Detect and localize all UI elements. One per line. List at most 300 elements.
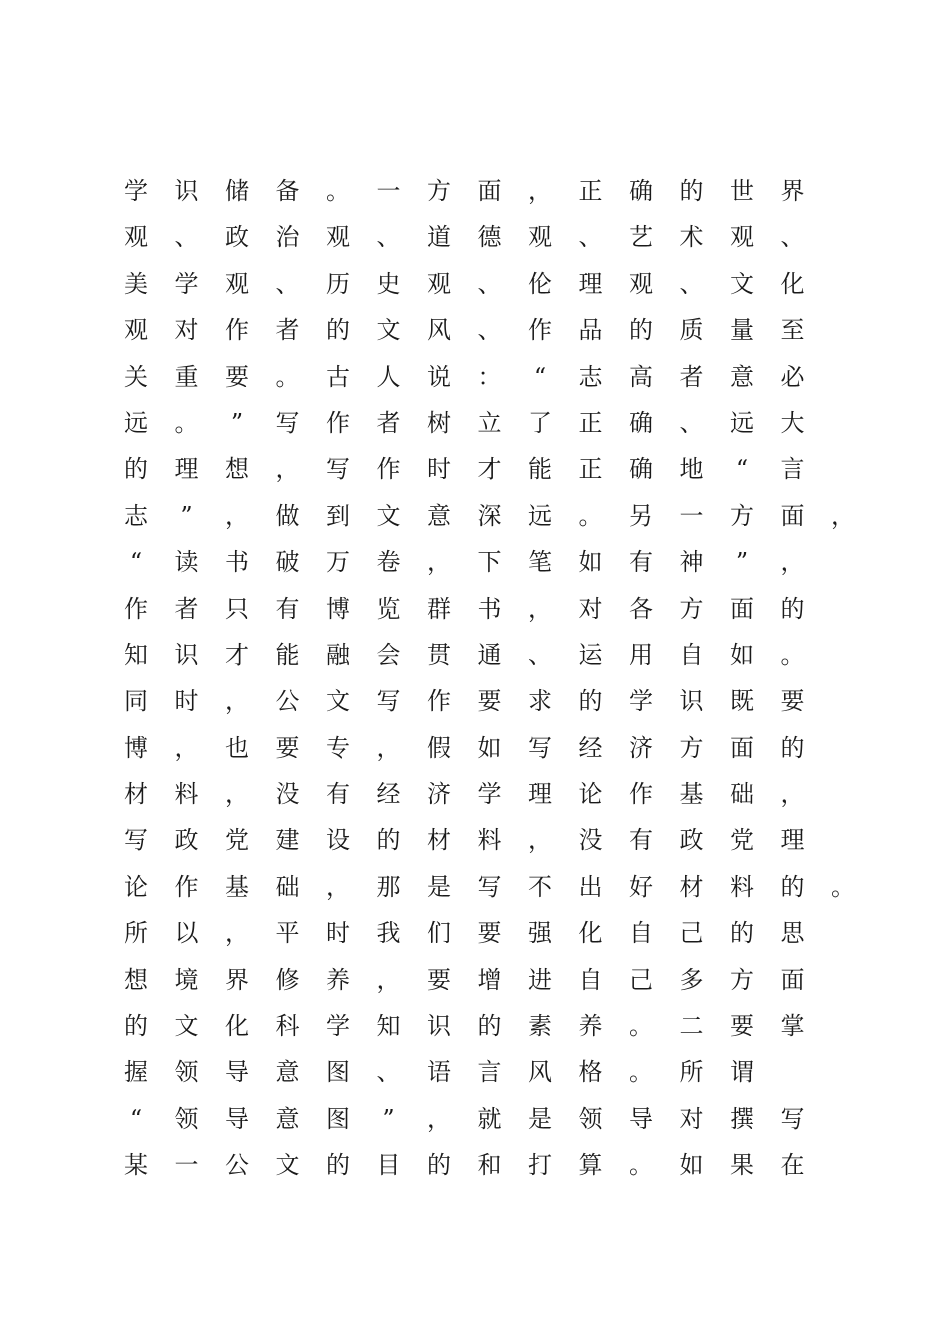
text-glyph: 握 [124,1058,148,1087]
text-glyph: 艺 [629,223,653,252]
text-glyph: 领 [578,1104,603,1133]
text-glyph: ， [528,826,552,855]
text-line [124,817,856,863]
text-line [124,1049,856,1095]
text-glyph: 养 [326,965,350,994]
text-glyph: 、 [376,223,401,252]
text-glyph: 历 [326,269,350,298]
text-glyph: 。 [629,1012,653,1041]
text-glyph: 想 [124,965,148,994]
text-glyph: 志 [578,362,603,391]
text-glyph: 想 [225,455,249,484]
text-glyph: 一 [376,177,401,205]
text-line [124,771,856,817]
text-glyph: 备 [275,177,300,205]
text-glyph: 领 [174,1104,199,1133]
text-glyph: ， [174,733,199,762]
text-line [124,446,856,492]
text-glyph: 写 [477,872,502,901]
text-glyph: 。 [831,872,855,901]
text-glyph: ， [427,548,451,577]
text-glyph: ， [376,733,401,762]
text-glyph: 的 [780,594,805,623]
text-glyph: 政 [174,826,199,855]
text-glyph: 图 [326,1104,350,1133]
text-glyph: 基 [225,872,249,901]
text-glyph: 就 [477,1104,502,1133]
text-glyph: 是 [427,872,451,901]
text-glyph: 的 [376,826,401,855]
text-glyph: 出 [578,872,603,901]
text-line [129,539,856,585]
text-glyph: 品 [578,316,603,345]
text-glyph: 写 [376,687,401,716]
text-glyph: 材 [679,872,704,901]
text-glyph: 神 [679,548,704,577]
text-glyph: 意 [275,1104,300,1133]
text-glyph: 古 [326,362,350,391]
text-glyph: 者 [376,408,401,437]
text-glyph: ” [735,548,749,577]
text-glyph: 风 [528,1058,552,1087]
text-glyph: 谓 [730,1058,754,1087]
text-glyph: 格 [578,1058,603,1087]
text-glyph: 材 [124,780,148,809]
text-glyph: 、 [275,269,300,298]
text-glyph: 己 [629,965,653,994]
text-glyph: 导 [225,1104,249,1133]
text-glyph: 面 [730,594,754,623]
text-glyph: 知 [376,1012,401,1041]
text-line [124,957,856,1003]
text-glyph: 己 [679,919,704,948]
text-line [124,632,856,678]
text-glyph: 书 [225,548,249,577]
text-glyph: 确 [629,177,653,205]
text-glyph: 、 [477,316,502,345]
text-glyph: 万 [326,548,350,577]
text-glyph: 材 [427,826,451,855]
text-glyph: 识 [174,177,199,205]
text-glyph: 时 [174,687,199,716]
text-glyph: 经 [376,780,401,809]
text-glyph: 建 [275,826,300,855]
text-glyph: 大 [780,408,805,437]
text-glyph: 作 [124,594,148,623]
text-glyph: 平 [275,919,300,948]
text-glyph: 的 [780,733,805,762]
text-glyph: 化 [780,269,805,298]
text-glyph: “ [129,548,143,577]
text-glyph: 远 [528,501,552,530]
text-glyph: 道 [427,223,451,252]
text-glyph: 确 [629,455,653,484]
text-line [124,400,856,446]
text-line [124,307,856,353]
text-glyph: 贯 [427,640,451,669]
text-glyph: 理 [528,780,552,809]
text-glyph: 党 [730,826,754,855]
text-glyph: 和 [477,1151,502,1180]
text-glyph: 、 [477,269,502,298]
text-glyph: ， [225,687,249,716]
text-glyph: ， [275,455,300,484]
text-glyph: 文 [275,1151,300,1180]
text-glyph: 博 [124,733,148,762]
text-glyph: 好 [629,872,653,901]
text-glyph: 有 [326,780,350,809]
text-line [124,1003,856,1049]
text-glyph: 高 [629,362,653,391]
text-glyph: 是 [528,1104,552,1133]
text-glyph: ， [780,548,805,577]
text-glyph: 观 [629,269,653,298]
text-glyph: 理 [578,269,603,298]
text-glyph: 的 [326,316,350,345]
text-glyph: 史 [376,269,401,298]
text-glyph: 有 [275,594,300,623]
text-glyph: ， [528,594,552,623]
text-glyph: 学 [629,687,653,716]
text-glyph: 观 [225,269,249,298]
text-glyph: 观 [528,223,552,252]
text-glyph: 量 [730,316,754,345]
text-glyph: 假 [427,733,451,762]
text-glyph: 的 [780,872,805,901]
text-glyph: 识 [174,640,199,669]
text-glyph: 一 [174,1151,199,1180]
text-glyph: 文 [174,1012,199,1041]
text-glyph: 掌 [780,1012,805,1041]
text-glyph: 面 [477,177,502,205]
text-glyph: 各 [629,594,653,623]
text-glyph: 下 [477,548,502,577]
text-glyph: 进 [528,965,552,994]
text-glyph: 到 [326,501,350,530]
text-glyph: 写 [528,733,552,762]
text-glyph: 意 [275,1058,300,1087]
text-glyph: 学 [124,177,148,205]
text-glyph: 政 [679,826,704,855]
text-glyph: 学 [326,1012,350,1041]
text-glyph: 的 [124,455,148,484]
text-glyph: 政 [225,223,249,252]
text-glyph: 养 [578,1012,603,1041]
text-glyph: 导 [629,1104,653,1133]
text-glyph: 们 [427,919,451,948]
text-glyph: 的 [477,1012,502,1041]
text-glyph: 读 [174,548,199,577]
text-glyph: 能 [275,640,300,669]
text-glyph: 算 [578,1151,603,1180]
text-glyph: 正 [578,177,603,205]
body-text [124,168,856,1189]
text-glyph: 设 [326,826,350,855]
text-glyph: ， [376,965,401,994]
text-glyph: 有 [629,826,653,855]
text-glyph: 确 [629,408,653,437]
text-glyph: 所 [679,1058,704,1087]
text-glyph: 知 [124,640,148,669]
text-glyph: “ [129,1104,143,1133]
text-glyph: 公 [275,687,300,716]
text-glyph: 理 [780,826,805,855]
text-glyph: 观 [124,316,148,345]
text-glyph: 增 [477,965,502,994]
text-glyph: ， [831,501,855,530]
text-glyph: 济 [427,780,451,809]
text-glyph: 要 [427,965,451,994]
text-glyph: 的 [326,1151,350,1180]
text-glyph: 正 [578,455,603,484]
text-glyph: ： [477,362,502,391]
text-glyph: 世 [730,177,754,205]
text-glyph: 时 [326,919,350,948]
text-glyph: 科 [275,1012,300,1041]
text-glyph: 础 [730,780,754,809]
text-glyph: 打 [528,1151,552,1180]
text-glyph: 理 [174,455,199,484]
text-glyph: 方 [730,501,754,530]
text-glyph: 语 [427,1058,451,1087]
text-glyph: 术 [679,223,704,252]
text-glyph: 正 [578,408,603,437]
text-glyph: 治 [275,223,300,252]
text-glyph: 学 [174,269,199,298]
text-glyph: 论 [124,872,148,901]
text-glyph: 。 [174,408,199,437]
text-glyph: 美 [124,269,148,298]
text-glyph: 意 [730,362,754,391]
text-glyph: 作 [174,872,199,901]
text-glyph: 化 [578,919,603,948]
text-line [124,586,856,632]
text-glyph: 者 [275,316,300,345]
text-glyph: ， [225,919,249,948]
text-glyph: 没 [275,780,300,809]
text-glyph: 。 [629,1151,653,1180]
text-glyph: 界 [780,177,805,205]
text-glyph: 言 [780,455,805,484]
text-glyph: 重 [174,362,199,391]
text-glyph: 要 [275,733,300,762]
text-glyph: 作 [629,780,653,809]
text-glyph: 、 [578,223,603,252]
text-glyph: 。 [326,177,350,205]
text-line [124,261,856,307]
text-glyph: 、 [528,640,552,669]
text-glyph: 树 [427,408,451,437]
text-glyph: 写 [275,408,300,437]
text-glyph: 没 [578,826,603,855]
text-glyph: ， [780,780,805,809]
text-glyph: 方 [427,177,451,205]
text-glyph: 观 [124,223,148,252]
text-glyph: “ [533,362,547,391]
text-glyph: 卷 [376,548,401,577]
text-glyph: 领 [174,1058,199,1087]
text-glyph: 党 [225,826,249,855]
text-glyph: 说 [427,362,451,391]
text-glyph: 如 [730,640,754,669]
text-glyph: 对 [578,594,603,623]
text-glyph: 一 [679,501,704,530]
text-glyph: 如 [578,548,603,577]
text-glyph: 的 [629,316,653,345]
text-glyph: 破 [275,548,300,577]
text-glyph: 我 [376,919,401,948]
text-glyph: 济 [629,733,653,762]
text-glyph: 览 [376,594,401,623]
text-glyph: 文 [376,501,401,530]
text-glyph: 风 [427,316,451,345]
text-glyph: 写 [124,826,148,855]
text-line [124,864,856,910]
text-glyph: 书 [477,594,502,623]
text-glyph: 观 [427,269,451,298]
text-glyph: 既 [730,687,754,716]
text-glyph: 质 [679,316,704,345]
text-glyph: 作 [427,687,451,716]
text-glyph: 才 [477,455,502,484]
text-glyph: 远 [730,408,754,437]
text-glyph: 才 [225,640,249,669]
text-glyph: 必 [780,362,805,391]
text-glyph: 的 [578,687,603,716]
text-glyph: 同 [124,687,148,716]
text-glyph: 文 [376,316,401,345]
text-glyph: ， [427,1104,451,1133]
text-glyph: 学 [477,780,502,809]
text-glyph: 、 [679,408,704,437]
text-glyph: 博 [326,594,350,623]
text-glyph: 对 [174,316,199,345]
text-glyph: 求 [528,687,552,716]
text-line [124,1142,856,1188]
text-glyph: 果 [730,1151,754,1180]
text-glyph: 文 [326,687,350,716]
text-glyph: 写 [780,1104,805,1133]
text-glyph: 要 [730,1012,754,1041]
text-line [124,168,856,214]
text-glyph: 的 [427,1151,451,1180]
text-line [124,725,856,771]
text-glyph: 作 [528,316,552,345]
text-glyph: 了 [528,408,552,437]
text-glyph: ， [326,872,350,901]
text-glyph: 关 [124,362,148,391]
text-glyph: 作 [376,455,401,484]
text-glyph: 识 [679,687,704,716]
text-glyph: 意 [427,501,451,530]
text-glyph: 、 [679,269,704,298]
text-glyph: 人 [376,362,401,391]
text-glyph: 公 [225,1151,249,1180]
text-glyph: 方 [679,594,704,623]
text-glyph: 料 [730,872,754,901]
text-glyph: 境 [174,965,199,994]
text-glyph: 深 [477,501,502,530]
text-line [124,910,856,956]
text-glyph: 要 [477,687,502,716]
text-glyph: 另 [629,501,653,530]
text-glyph: 目 [376,1151,401,1180]
text-glyph: 要 [477,919,502,948]
text-glyph: ， [225,780,249,809]
text-line [129,1096,856,1142]
text-glyph: 自 [578,965,603,994]
text-glyph: 通 [477,640,502,669]
text-glyph: 文 [730,269,754,298]
text-glyph: 用 [629,640,653,669]
text-glyph: 料 [477,826,502,855]
text-glyph: 要 [780,687,805,716]
text-glyph: 作 [225,316,249,345]
text-glyph: 立 [477,408,502,437]
text-glyph: 识 [427,1012,451,1041]
text-line [124,354,856,400]
text-line [124,678,856,724]
text-glyph: 如 [679,1151,704,1180]
text-glyph: 对 [679,1104,704,1133]
text-glyph: 所 [124,919,148,948]
text-glyph: 面 [730,733,754,762]
text-glyph: 写 [326,455,350,484]
text-glyph: 观 [730,223,754,252]
text-glyph: ” [180,501,193,530]
text-glyph: 方 [730,965,754,994]
text-glyph: 、 [376,1058,401,1087]
text-glyph: 方 [679,733,704,762]
text-glyph: 础 [275,872,300,901]
text-glyph: 的 [730,919,754,948]
text-glyph: 强 [528,919,552,948]
text-glyph: 会 [376,640,401,669]
text-line [124,493,856,539]
text-glyph: 储 [225,177,249,205]
text-glyph: 面 [780,965,805,994]
text-glyph: 作 [326,408,350,437]
text-glyph: 修 [275,965,300,994]
text-glyph: 的 [679,177,704,205]
text-glyph: 素 [528,1012,552,1041]
text-glyph: 那 [376,872,401,901]
text-glyph: 群 [427,594,451,623]
text-glyph: 如 [477,733,502,762]
text-glyph: 有 [629,548,653,577]
text-glyph: ” [382,1104,395,1133]
text-glyph: 经 [578,733,603,762]
text-glyph: 只 [225,594,249,623]
text-glyph: 论 [578,780,603,809]
text-line [124,214,856,260]
text-glyph: 运 [578,640,603,669]
text-glyph: 融 [326,640,350,669]
text-glyph: 要 [225,362,249,391]
text-glyph: 伦 [528,269,552,298]
text-glyph: ” [230,408,244,437]
text-glyph: 。 [780,640,805,669]
text-glyph: 某 [124,1151,148,1180]
text-glyph: 面 [780,501,805,530]
text-glyph: 笔 [528,548,552,577]
text-glyph: 地 [679,455,704,484]
text-glyph: 界 [225,965,249,994]
text-glyph: 不 [528,872,552,901]
text-glyph: 料 [174,780,199,809]
text-glyph: 时 [427,455,451,484]
text-glyph: 基 [679,780,704,809]
